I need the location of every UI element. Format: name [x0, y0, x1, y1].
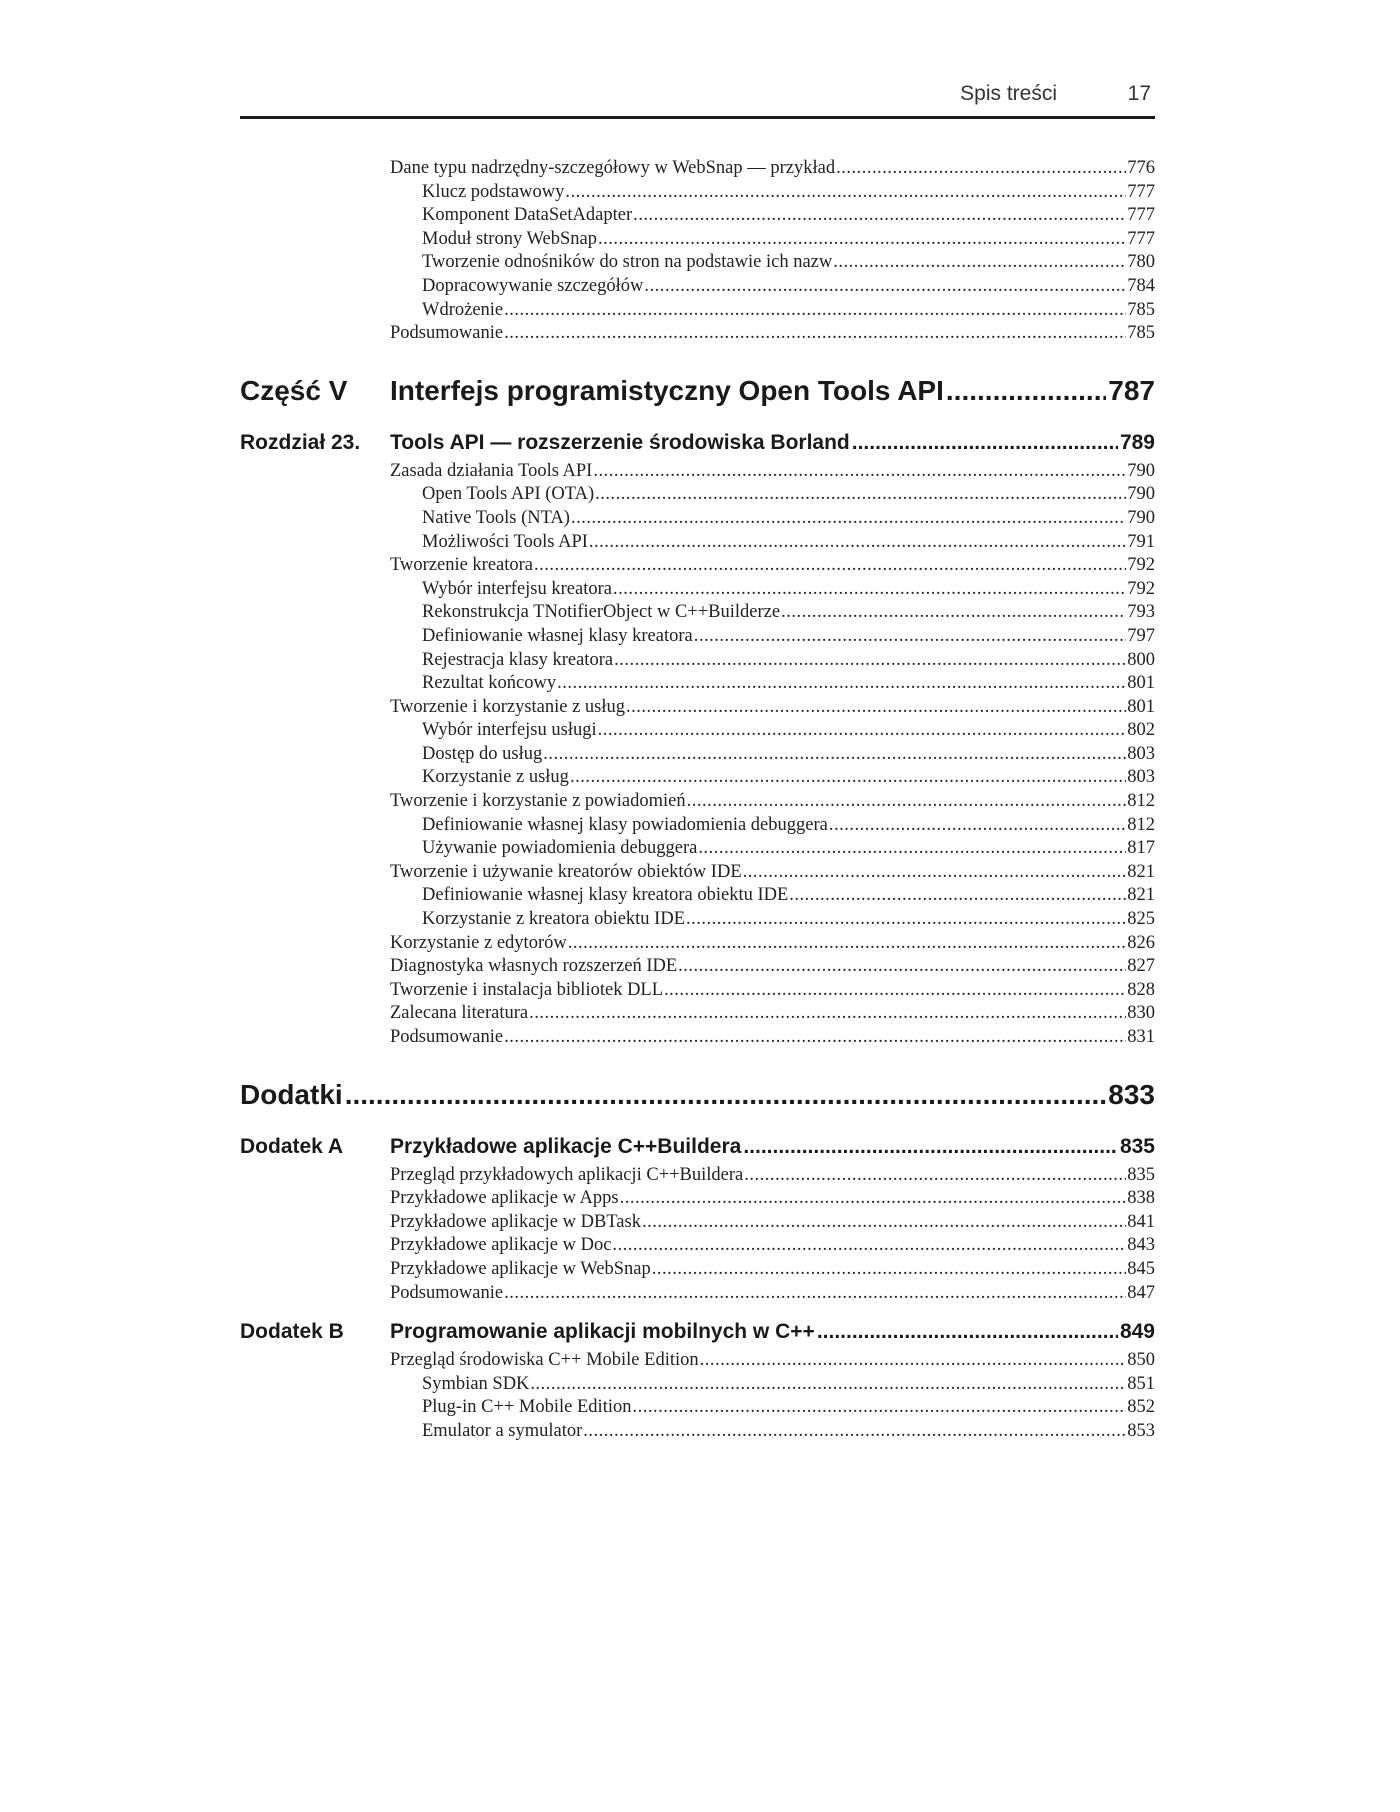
- leader-dots: [565, 182, 1126, 203]
- toc-entry-page: 838: [1127, 1188, 1155, 1209]
- toc-entry-title: Moduł strony WebSnap: [422, 228, 597, 249]
- leader-dots: [743, 862, 1127, 883]
- leader-dots: [504, 1027, 1126, 1048]
- intro-entries: [240, 158, 1155, 347]
- leader-dots: [504, 300, 1126, 321]
- toc-entry-title: Symbian SDK: [422, 1373, 530, 1394]
- toc-entry: [390, 697, 1155, 721]
- toc-entry: [390, 838, 1155, 862]
- toc-entry: [390, 532, 1155, 556]
- toc-entry-page: 777: [1127, 228, 1155, 249]
- toc-entry: [390, 484, 1155, 508]
- leader-dots: [598, 229, 1126, 250]
- toc-entry-title: Diagnostyka własnych rozszerzeń IDE: [390, 956, 678, 977]
- running-header: [240, 76, 1155, 119]
- toc-entry-title: Tworzenie i korzystanie z powiadomień: [390, 791, 686, 812]
- toc-entry-title: Definiowanie własnej klasy kreatora: [422, 625, 693, 646]
- dodatki-heading: [240, 1079, 1155, 1129]
- leader-dots: [642, 1212, 1126, 1233]
- toc-entry: [390, 885, 1155, 909]
- toc-entry: [390, 1259, 1155, 1283]
- toc-entry-page: 812: [1127, 814, 1155, 835]
- leader-dots: [789, 885, 1126, 906]
- page-number: 17: [1127, 82, 1151, 105]
- toc-entry: [390, 673, 1155, 697]
- toc-entry-title: Przykładowe aplikacje w DBTask: [390, 1211, 641, 1232]
- appendix-title: Przykładowe aplikacje C++Buildera: [390, 1134, 742, 1158]
- toc-entry-title: Definiowanie własnej klasy kreatora obiektu IDE: [422, 885, 789, 906]
- leader-dots: [652, 1259, 1127, 1280]
- toc-entry-page: 791: [1127, 531, 1155, 552]
- toc-entry-page: 828: [1127, 979, 1155, 1000]
- toc-entry-page: 797: [1127, 625, 1155, 646]
- toc-entry-title: Korzystanie z usług: [422, 767, 569, 788]
- dodatki-title: Dodatki: [240, 1078, 343, 1110]
- toc-entry-page: 777: [1127, 181, 1155, 202]
- leader-dots: [633, 205, 1126, 226]
- toc-entry: [390, 508, 1155, 532]
- toc-entry: [390, 1003, 1155, 1027]
- toc-entry-page: 835: [1127, 1164, 1155, 1185]
- leader-dots: [345, 1079, 1107, 1111]
- toc-entry: [390, 1350, 1155, 1374]
- toc-entry-title: Open Tools API (OTA): [422, 484, 595, 505]
- leader-dots: [595, 484, 1126, 505]
- part-title: Interfejs programistyczny Open Tools API: [390, 374, 944, 406]
- toc-entry-page: 826: [1127, 932, 1155, 953]
- leader-dots: [694, 626, 1127, 647]
- leader-dots: [530, 1374, 1126, 1395]
- leader-dots: [829, 815, 1126, 836]
- toc-entry-page: 827: [1127, 956, 1155, 977]
- leader-dots: [781, 602, 1126, 623]
- leader-dots: [534, 555, 1126, 576]
- part-label: Część V: [240, 374, 348, 406]
- appendix-page: 849: [1119, 1320, 1155, 1344]
- toc-entry: [390, 1421, 1155, 1445]
- toc-entry: [390, 744, 1155, 768]
- toc-entry-title: Wybór interfejsu kreatora: [422, 578, 612, 599]
- toc-entry-page: 776: [1127, 158, 1155, 178]
- toc-entry-page: 793: [1127, 602, 1155, 623]
- toc-entry: [390, 579, 1155, 603]
- toc-entry-title: Tworzenie kreatora: [390, 555, 534, 576]
- toc-entry-page: 852: [1127, 1397, 1155, 1418]
- appendix-a: [240, 1135, 1155, 1307]
- leader-dots: [632, 1397, 1126, 1418]
- toc-entry: [390, 862, 1155, 886]
- leader-dots: [833, 252, 1126, 273]
- leader-dots: [852, 431, 1118, 455]
- appendix-label: Dodatek B: [240, 1320, 344, 1344]
- toc-entry-title: Podsumowanie: [390, 1027, 504, 1047]
- toc-entry: [390, 1027, 1155, 1051]
- toc-entry: [390, 461, 1155, 485]
- toc-entry-page: 803: [1127, 743, 1155, 764]
- leader-dots: [557, 673, 1126, 694]
- toc-entry-title: Możliwości Tools API: [422, 531, 588, 552]
- toc-entry-page: 851: [1127, 1373, 1155, 1394]
- toc-entry-title: Klucz podstawowy: [422, 181, 565, 202]
- toc-entry: [390, 602, 1155, 626]
- toc-entry-page: 853: [1127, 1420, 1155, 1441]
- toc-entry-page: 841: [1127, 1211, 1155, 1232]
- toc-entry: [390, 1397, 1155, 1421]
- toc-entry: [390, 933, 1155, 957]
- toc-entry: [390, 300, 1155, 324]
- dodatki-page: 833: [1108, 1078, 1155, 1110]
- part-page: 787: [1108, 374, 1155, 406]
- toc-entry-page: 802: [1127, 720, 1155, 741]
- leader-dots: [589, 532, 1126, 553]
- toc-entry-title: Wybór interfejsu usługi: [422, 720, 597, 741]
- toc-entry-page: 830: [1127, 1003, 1155, 1024]
- toc-entry: [390, 980, 1155, 1004]
- toc-entry: [390, 650, 1155, 674]
- toc-entry-page: 792: [1127, 555, 1155, 576]
- toc-entry-title: Dane typu nadrzędny-szczegółowy w WebSnap — przykład: [390, 158, 836, 178]
- toc-entry-title: Dostęp do usług: [422, 743, 543, 764]
- toc-entry: [390, 956, 1155, 980]
- toc-entry: [390, 205, 1155, 229]
- toc-entry-title: Tworzenie i instalacja bibliotek DLL: [390, 979, 664, 1000]
- appendix-label: Dodatek A: [240, 1134, 344, 1158]
- toc-entry-page: 784: [1127, 275, 1155, 296]
- chapter-label: Rozdział 23.: [240, 430, 361, 454]
- toc-entry-title: Przykładowe aplikacje w Apps: [390, 1188, 619, 1209]
- toc-entry: [390, 1374, 1155, 1398]
- appendix-b-entries: [240, 1350, 1155, 1444]
- chapter-page: 789: [1119, 430, 1155, 454]
- table-of-contents: [240, 158, 1155, 1445]
- appendix-title: Programowanie aplikacji mobilnych w C++: [390, 1320, 815, 1344]
- appendix-b: [240, 1320, 1155, 1444]
- toc-entry-page: 821: [1127, 861, 1155, 882]
- part-5-heading: [240, 375, 1155, 425]
- toc-entry: [390, 720, 1155, 744]
- leader-dots: [743, 1135, 1118, 1159]
- toc-entry-page: 785: [1127, 299, 1155, 320]
- toc-entry: [390, 276, 1155, 300]
- leader-dots: [946, 375, 1106, 407]
- toc-entry-title: Plug-in C++ Mobile Edition: [422, 1397, 632, 1418]
- toc-entry: [390, 323, 1155, 347]
- toc-entry: [390, 815, 1155, 839]
- leader-dots: [570, 767, 1126, 788]
- running-header-title: Spis treści: [960, 82, 1057, 105]
- leader-dots: [583, 1421, 1126, 1442]
- toc-entry-page: 792: [1127, 578, 1155, 599]
- leader-dots: [687, 791, 1127, 812]
- toc-entry-page: 790: [1127, 507, 1155, 528]
- leader-dots: [504, 1283, 1126, 1304]
- toc-entry-title: Przykładowe aplikacje w WebSnap: [390, 1258, 651, 1279]
- leader-dots: [644, 276, 1126, 297]
- toc-entry: [390, 1212, 1155, 1236]
- leader-dots: [664, 980, 1126, 1001]
- leader-dots: [504, 323, 1126, 344]
- leader-dots: [678, 956, 1126, 977]
- toc-entry-page: 825: [1127, 909, 1155, 930]
- leader-dots: [593, 461, 1126, 482]
- toc-entry: [390, 791, 1155, 815]
- toc-entry-title: Podsumowanie: [390, 323, 504, 344]
- toc-entry-title: Komponent DataSetAdapter: [422, 205, 633, 226]
- toc-entry-page: 780: [1127, 252, 1155, 273]
- toc-entry-page: 785: [1127, 323, 1155, 344]
- toc-entry-title: Przykładowe aplikacje w Doc: [390, 1235, 612, 1256]
- toc-entry-title: Native Tools (NTA): [422, 507, 570, 528]
- chapter-23-entries: [240, 461, 1155, 1051]
- toc-entry-title: Rekonstrukcja TNotifierObject w C++Builderze: [422, 602, 781, 623]
- toc-entry-page: 800: [1127, 649, 1155, 670]
- leader-dots: [744, 1165, 1126, 1186]
- toc-entry-title: Korzystanie z edytorów: [390, 932, 567, 953]
- toc-entry-page: 790: [1127, 484, 1155, 505]
- toc-entry-page: 850: [1127, 1350, 1155, 1371]
- toc-entry: [390, 767, 1155, 791]
- leader-dots: [836, 158, 1126, 179]
- toc-entry-title: Podsumowanie: [390, 1282, 504, 1303]
- toc-entry: [390, 555, 1155, 579]
- toc-entry-page: 843: [1127, 1235, 1155, 1256]
- toc-entry-title: Tworzenie odnośników do stron na podstawie ich nazw: [422, 252, 833, 273]
- toc-entry-title: Rezultat końcowy: [422, 673, 557, 694]
- toc-entry-title: Przegląd przykładowych aplikacji C++Buildera: [390, 1164, 744, 1185]
- toc-entry: [390, 1165, 1155, 1189]
- toc-entry-title: Wdrożenie: [422, 299, 504, 320]
- toc-entry-title: Tworzenie i korzystanie z usług: [390, 696, 626, 717]
- leader-dots: [614, 650, 1126, 671]
- toc-entry: [390, 1235, 1155, 1259]
- toc-entry-page: 831: [1127, 1027, 1155, 1047]
- leader-dots: [686, 909, 1126, 930]
- leader-dots: [817, 1320, 1118, 1344]
- toc-entry-page: 812: [1127, 791, 1155, 812]
- toc-entry-page: 790: [1127, 460, 1155, 481]
- toc-entry-title: Przegląd środowiska C++ Mobile Edition: [390, 1350, 699, 1371]
- leader-dots: [698, 838, 1126, 859]
- leader-dots: [543, 744, 1126, 765]
- leader-dots: [613, 579, 1126, 600]
- toc-entry-page: 817: [1127, 838, 1155, 859]
- toc-entry: [390, 626, 1155, 650]
- toc-entry: [390, 158, 1155, 182]
- toc-entry-title: Emulator a symulator: [422, 1420, 583, 1441]
- toc-entry-title: Zasada działania Tools API: [390, 460, 593, 481]
- toc-entry-title: Tworzenie i używanie kreatorów obiektów IDE: [390, 861, 742, 882]
- leader-dots: [626, 697, 1126, 718]
- toc-entry: [390, 252, 1155, 276]
- appendix-page: 835: [1119, 1134, 1155, 1158]
- toc-entry-title: Definiowanie własnej klasy powiadomienia debuggera: [422, 814, 828, 835]
- toc-entry-page: 845: [1127, 1258, 1155, 1279]
- chapter-title: Tools API — rozszerzenie środowiska Borland: [390, 430, 850, 454]
- toc-entry: [390, 1283, 1155, 1307]
- leader-dots: [620, 1188, 1127, 1209]
- leader-dots: [568, 933, 1127, 954]
- leader-dots: [529, 1003, 1126, 1024]
- toc-entry-page: 821: [1127, 885, 1155, 906]
- toc-entry-title: Używanie powiadomienia debuggera: [422, 838, 698, 859]
- leader-dots: [571, 508, 1126, 529]
- toc-entry-page: 803: [1127, 767, 1155, 788]
- toc-entry-title: Dopracowywanie szczegółów: [422, 275, 644, 296]
- toc-entry-page: 801: [1127, 673, 1155, 694]
- toc-entry: [390, 182, 1155, 206]
- toc-entry-page: 777: [1127, 205, 1155, 226]
- toc-entry: [390, 909, 1155, 933]
- toc-entry-page: 847: [1127, 1282, 1155, 1303]
- appendix-a-entries: [240, 1165, 1155, 1307]
- chapter-23: [240, 431, 1155, 1051]
- toc-entry: [390, 229, 1155, 253]
- toc-entry-title: Zalecana literatura: [390, 1003, 529, 1024]
- toc-entry-page: 801: [1127, 696, 1155, 717]
- leader-dots: [700, 1350, 1127, 1371]
- leader-dots: [612, 1235, 1126, 1256]
- toc-entry-title: Rejestracja klasy kreatora: [422, 649, 614, 670]
- toc-entry: [390, 1188, 1155, 1212]
- leader-dots: [598, 720, 1127, 741]
- toc-entry-title: Korzystanie z kreatora obiektu IDE: [422, 909, 686, 930]
